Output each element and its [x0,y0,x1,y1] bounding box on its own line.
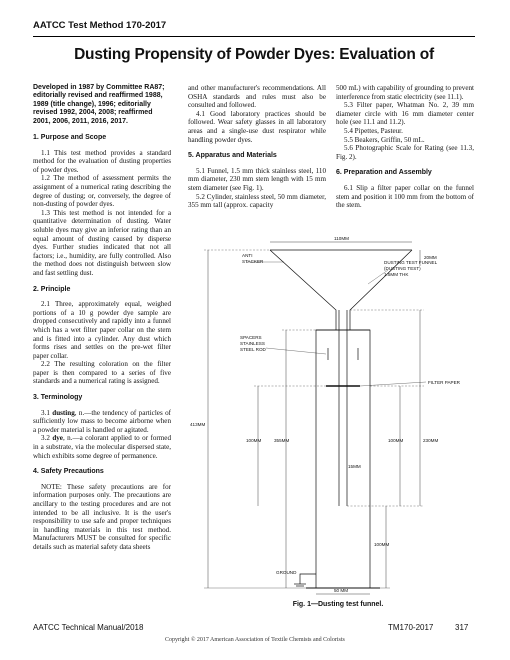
paragraph: NOTE: These safety precautions are for information purposes only. The precautions are ancillary to the testing procedures and are not intended to be all inclusive. It is the user's responsibility to use safe and proper techniques in handling materials in this test method. Manufacturers MUST be consulted for specific details such as material safety data sheets [33,482,171,551]
paragraph: 2.1 Three, approximately equal, weighed portions of a 10 g powder dye sample are dropped consecutively and rapidly into a funnel which has a wet filter paper collar on the stem and is fitted into a cylinder. Any dust which forms rises and settles on the pre-wet filter paper collar. [33,300,171,360]
spacer-label: SPACERS [240,335,262,340]
paragraph: 1.3 This test method is not intended for a quantitative determination of dusting. Water soluble dyes may give an inferior rating than an equal amount of dusting caused by disperse dyes. Further studies indicated that not all factors; i.e., humidity, are fully controlled. Also the method does not distinguish between slow and fast settling dust. [33,208,171,277]
paragraph: 500 mL) with capability of grounding to prevent interference from static electricity (see 11.1). [336,84,474,101]
paragraph: 5.2 Cylinder, stainless steel, 50 mm diameter, 355 mm tall (approx. capacity [188,192,326,210]
section-heading: 6. Preparation and Assembly [336,169,432,177]
note-label: STACKER [242,259,264,264]
dim-label: 20MM [424,255,437,260]
page-number: 317 [455,623,469,632]
dim-label: 110MM [334,236,349,241]
column-1 [33,84,171,552]
definition-text: , n.—a colorant applied to or formed in a substrate, via the molecular dispersed state, which exhibits some degree of permanence. [33,434,171,460]
definition-number: 3.1 [41,408,53,417]
development-note: Developed in 1987 by Committee RA87; editorially revised and reaffirmed 1988, 1989 (title change), 1996; editorially revised 1992, 2004, 2008; reaffirmed 2001, 2006, 2011, 2016, 2017. [33,84,165,125]
definition-dye [33,434,171,460]
dim-label: 50 MM [334,588,349,593]
cylinder [316,330,370,588]
page-title: Dusting Propensity of Powder Dyes: Evaluation of [74,46,434,63]
footer-method: TM170-2017 [388,623,434,632]
paragraph: and other manufacturer's recommendations. All OSHA standards and rules must also be consulted and followed. [188,84,326,110]
paragraph: 5.3 Filter paper, Whatman No. 2, 39 mm diameter circle with 16 mm diameter center hole (see 11.1 and 11.2). [336,101,474,127]
header-rule [33,36,475,37]
paragraph: 5.4 Pipettes, Pasteur. [344,126,403,135]
dim-label: 15MM [348,464,361,469]
figure-caption: Fig. 1—Dusting test funnel. [292,601,384,608]
ground-wire [300,574,316,584]
paragraph: 6.1 Slip a filter paper collar on the funnel stem and position it 100 mm from the bottom of the stem. [336,183,474,210]
dim-label: 413MM [190,422,206,427]
paragraph: 1.1 This test method provides a standard method for the evaluation of dusting properties of powder dyes. [33,148,171,174]
definition-text: , n.—the tendency of particles of sufficiently low mass to become airborne when a powder material is handled or agitated. [33,408,172,434]
dim-label: 100MM [374,542,390,547]
definition-number: 3.2 [41,434,53,443]
funnel-diagram [188,236,488,596]
section-heading: 5. Apparatus and Materials [188,152,277,160]
paragraph: 4.1 Good laboratory practices should be followed. Wear safety glasses in all laboratory areas and a single-use dust respirator while handling powder dyes. [188,109,326,144]
dim-label: 355MM [274,438,290,443]
section-heading: 4. Safety Precautions [33,468,104,476]
section-heading: 2. Principle [33,285,71,293]
paragraph: 5.1 Funnel, 1.5 mm thick stainless steel, 110 mm diameter, 230 mm stem length with 15 mm stem diameter (see Fig. 1). [188,166,326,192]
funnel-label: 1.5MM THK [384,272,409,277]
funnel-label: DUSTING TEST FUNNEL [384,260,438,265]
running-header: AATCC Test Method 170-2017 [33,20,167,31]
column-3 [336,84,474,210]
spacer-label: STAINLESS [240,341,265,346]
funnel-label: (DUSTING TEST) [384,266,421,271]
section-heading: 1. Purpose and Scope [33,134,107,142]
note-label: ANTI [242,253,253,258]
paragraph: 5.5 Beakers, Griffin, 50 mL. [344,135,425,144]
ground-label: GROUND [276,570,297,575]
paragraph: 2.2 The resulting coloration on the filter paper is then compared to a series of five standards and a numerical rating is assigned. [33,360,171,386]
footer-manual: AATCC Technical Manual/2018 [33,623,144,632]
copyright-notice: Copyright © 2017 American Association of Textile Chemists and Colorists [165,637,345,643]
dim-label: 100MM [388,438,404,443]
paragraph: 1.2 The method of assessment permits the assignment of a numerical rating describing the degree of dusting; or, conversely, the degree of non-dusting of powder dyes. [33,174,171,209]
dim-label: 230MM [423,438,439,443]
definition-term: dusting [52,408,75,417]
definition-dusting [33,409,171,435]
definition-term: dye [52,434,63,443]
spacer-label: STEEL ROD [240,347,266,352]
dim-label: 100MM [246,438,262,443]
section-heading: 3. Terminology [33,394,83,402]
filter-label: FILTER PAPER [428,380,460,385]
paragraph: 5.6 Photographic Scale for Rating (see 11.3, Fig. 2). [336,144,474,161]
column-2 [188,84,326,210]
